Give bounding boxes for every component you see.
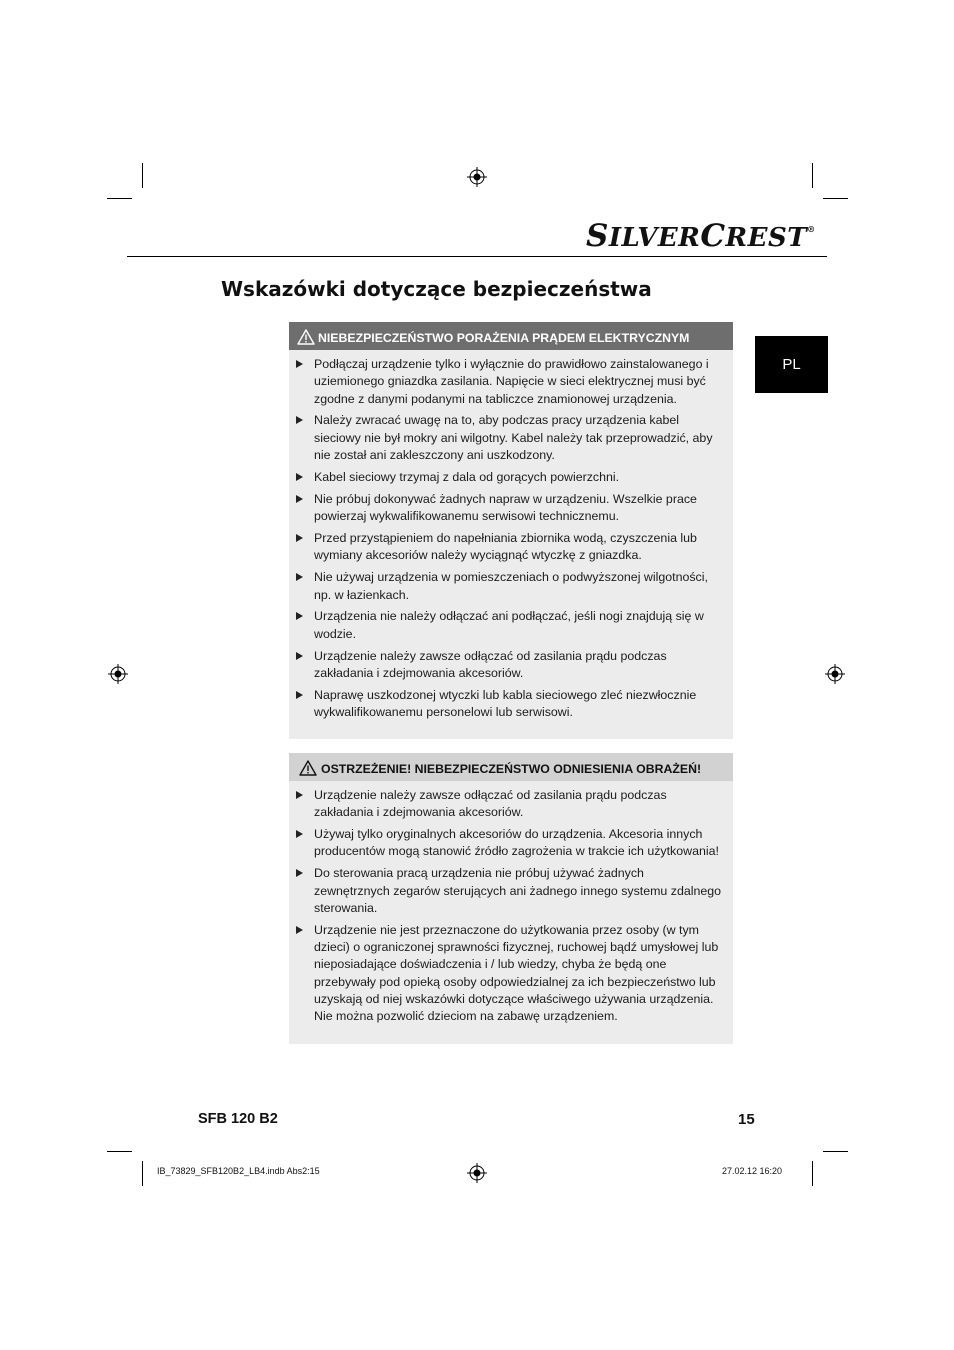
list-item: Naprawę uszkodzonej wtyczki lub kabla sieciowego zleć niezwłocznie wykwalifikowanemu personelowi lub serwisowi. xyxy=(314,687,723,722)
list-item: Urządzenia nie należy odłączać ani podłączać, jeśli nogi znajdują się w wodzie. xyxy=(314,608,723,643)
bullet-arrow-icon xyxy=(296,612,303,620)
bullet-arrow-icon xyxy=(296,691,303,699)
header-rule xyxy=(127,256,827,257)
page-number: 15 xyxy=(738,1111,755,1128)
bullet-arrow-icon xyxy=(296,573,303,581)
print-slug-date: 27.02.12 16:20 xyxy=(722,1166,783,1176)
brand-logo: SILVERCREST® xyxy=(586,218,816,254)
list-item: Nie używaj urządzenia w pomieszczeniach o podwyższonej wilgotności, np. w łazienkach. xyxy=(314,569,723,604)
bullet-arrow-icon xyxy=(296,416,303,424)
crop-mark xyxy=(823,198,848,199)
bullet-arrow-icon xyxy=(296,495,303,503)
list-item: Kabel sieciowy trzymaj z dala od gorących powierzchni. xyxy=(314,469,723,486)
bullet-arrow-icon xyxy=(296,652,303,660)
language-tab: PL xyxy=(755,336,828,393)
list-item: Urządzenie nie jest przeznaczone do użytkowania przez osoby (w tym dzieci) o ograniczonej sprawności fizycznej, ruchowej bądź umysłowej lub nieposiadające doświadczenia i / lub wiedzy, chyba że będą one przebywały pod opieką osoby odpowiedzialnej za ich bezpieczeństwo lub uzyskają od niej wskazówki dotyczące właściwego używania urządzenia. Nie można pozwolić dzieciom na zabawę urządzeniem. xyxy=(314,922,723,1026)
print-slug-file: IB_73829_SFB120B2_LB4.indb Abs2:15 xyxy=(157,1166,320,1176)
crop-mark xyxy=(823,1151,848,1152)
registration-mark-icon xyxy=(825,664,845,684)
list-item: Do sterowania pracą urządzenia nie próbuj używać żadnych zewnętrznych zegarów sterujących ani żadnego innego systemu zdalnego sterowania. xyxy=(314,865,723,917)
crop-mark xyxy=(812,163,813,188)
bullet-arrow-icon xyxy=(296,791,303,799)
bullet-arrow-icon xyxy=(296,926,303,934)
page-title: Wskazówki dotyczące bezpieczeństwa xyxy=(221,277,652,301)
injury-warning-box xyxy=(289,753,733,1044)
list-item: Podłączaj urządzenie tylko i wyłącznie do prawidłowo zainstalowanego i uziemionego gniazdka zasilania. Napięcie w sieci elektrycznej musi być zgodne z danymi podanymi na tabliczce znamionowej urządzenia. xyxy=(314,356,723,408)
list-item: Urządzenie należy zawsze odłączać od zasilania prądu podczas zakładania i zdejmowania akcesoriów. xyxy=(314,787,723,822)
crop-mark xyxy=(142,163,143,188)
list-item: Urządzenie należy zawsze odłączać od zasilania prądu podczas zakładania i zdejmowania akcesoriów. xyxy=(314,648,723,683)
list-item: Używaj tylko oryginalnych akcesoriów do urządzenia. Akcesoria innych producentów mogą stanowić źródło zagrożenia w trakcie ich użytkowania! xyxy=(314,826,723,861)
warning-box-heading: NIEBEZPIECZEŃSTWO PORAŻENIA PRĄDEM ELEKTRYCZNYM xyxy=(289,322,733,350)
warning-triangle-icon xyxy=(299,760,317,776)
bullet-arrow-icon xyxy=(296,869,303,877)
crop-mark xyxy=(142,1161,143,1186)
crop-mark xyxy=(812,1161,813,1186)
list-item: Nie próbuj dokonywać żadnych napraw w urządzeniu. Wszelkie prace powierzaj wykwalifikowanemu serwisowi technicznemu. xyxy=(314,491,723,526)
list-item: Przed przystąpieniem do napełniania zbiornika wodą, czyszczenia lub wymiany akcesoriów należy wyciągnąć wtyczkę z gniazdka. xyxy=(314,530,723,565)
bullet-arrow-icon xyxy=(296,473,303,481)
list-item: Należy zwracać uwagę na to, aby podczas pracy urządzenia kabel sieciowy nie był mokry ani wilgotny. Kabel należy tak przeprowadzić, aby nie został ani zakleszczony ani uszkodzony. xyxy=(314,412,723,464)
warning-box-heading: OSTRZEŻENIE! NIEBEZPIECZEŃSTWO ODNIESIENIA OBRAŻEŃ! xyxy=(289,753,733,781)
warning-list xyxy=(289,350,733,728)
bullet-arrow-icon xyxy=(296,360,303,368)
warning-triangle-icon xyxy=(297,329,315,345)
model-number: SFB 120 B2 xyxy=(198,1111,278,1127)
bullet-arrow-icon xyxy=(296,534,303,542)
registration-mark-icon xyxy=(467,167,487,187)
electric-shock-warning-box xyxy=(289,322,733,739)
crop-mark xyxy=(107,1151,132,1152)
bullet-arrow-icon xyxy=(296,830,303,838)
registration-mark-icon xyxy=(467,1163,487,1183)
crop-mark xyxy=(107,198,132,199)
registration-mark-icon xyxy=(108,664,128,684)
warning-list xyxy=(289,781,733,1032)
